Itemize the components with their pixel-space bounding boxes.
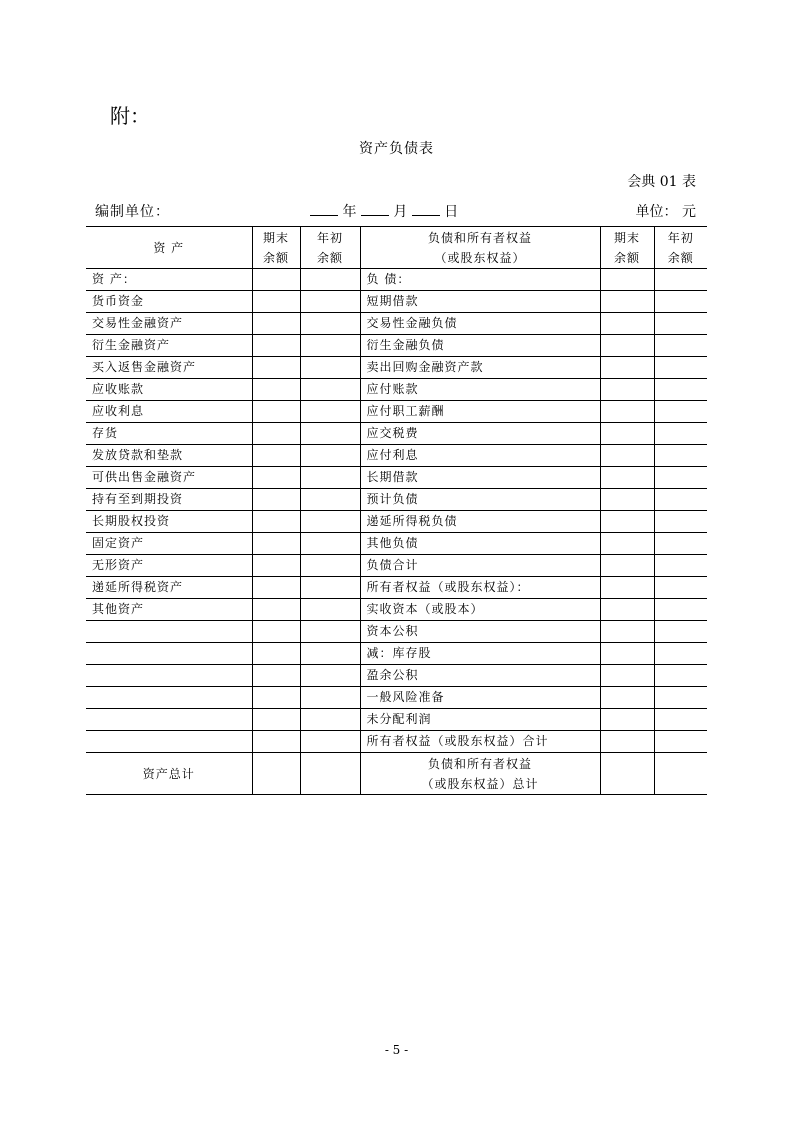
asset-end-balance-cell <box>252 291 300 313</box>
date-line <box>310 201 458 221</box>
liability-end-balance-cell <box>600 335 654 357</box>
asset-begin-balance-cell <box>300 665 360 687</box>
asset-item: 资 产： <box>86 269 252 291</box>
liability-item: 盈余公积 <box>360 665 600 687</box>
asset-begin-balance-cell <box>300 533 360 555</box>
asset-begin-balance-cell <box>300 599 360 621</box>
asset-end-balance-cell <box>252 709 300 731</box>
asset-end-balance-cell <box>252 643 300 665</box>
header-end-balance-right: 期末 余额 <box>600 227 654 269</box>
liability-end-balance-cell <box>600 643 654 665</box>
asset-item: 衍生金融资产 <box>86 335 252 357</box>
table-row <box>86 379 707 401</box>
month-label: 月 <box>393 204 408 220</box>
liability-item: 负债合计 <box>360 555 600 577</box>
liability-item: 短期借款 <box>360 291 600 313</box>
asset-end-balance-cell <box>252 665 300 687</box>
table-row <box>86 467 707 489</box>
liability-begin-balance-cell <box>654 511 707 533</box>
asset-end-balance-cell <box>252 379 300 401</box>
liability-item: 负 债： <box>360 269 600 291</box>
asset-end-balance-cell <box>252 401 300 423</box>
total-liabilities-end-cell <box>600 753 654 795</box>
asset-begin-balance-cell <box>300 489 360 511</box>
asset-end-balance-cell <box>252 357 300 379</box>
balance-sheet-table <box>86 226 707 795</box>
page-number: - 5 - <box>384 1043 409 1057</box>
asset-begin-balance-cell <box>300 313 360 335</box>
asset-begin-balance-cell <box>300 687 360 709</box>
asset-item: 发放贷款和垫款 <box>86 445 252 467</box>
liability-item: 所有者权益（或股东权益）： <box>360 577 600 599</box>
liability-end-balance-cell <box>600 731 654 753</box>
table-row <box>86 643 707 665</box>
table-row <box>86 599 707 621</box>
total-liabilities-label: 负债和所有者权益 （或股东权益）总计 <box>360 753 600 795</box>
asset-end-balance-cell <box>252 599 300 621</box>
liability-end-balance-cell <box>600 357 654 379</box>
asset-end-balance-cell <box>252 577 300 599</box>
asset-end-balance-cell <box>252 621 300 643</box>
unit-label: 单位： 元 <box>635 204 696 220</box>
liability-item: 应付职工薪酬 <box>360 401 600 423</box>
liability-end-balance-cell <box>600 401 654 423</box>
asset-begin-balance-cell <box>300 445 360 467</box>
liability-end-balance-cell <box>600 621 654 643</box>
liability-item: 卖出回购金融资产款 <box>360 357 600 379</box>
liability-begin-balance-cell <box>654 467 707 489</box>
table-row <box>86 313 707 335</box>
asset-end-balance-cell <box>252 467 300 489</box>
asset-item: 存货 <box>86 423 252 445</box>
day-blank <box>412 201 440 216</box>
asset-item: 货币资金 <box>86 291 252 313</box>
asset-item: 长期股权投资 <box>86 511 252 533</box>
asset-end-balance-cell <box>252 335 300 357</box>
liability-begin-balance-cell <box>654 291 707 313</box>
day-label: 日 <box>444 204 459 220</box>
liability-item: 衍生金融负债 <box>360 335 600 357</box>
liability-item: 所有者权益（或股东权益）合计 <box>360 731 600 753</box>
liability-begin-balance-cell <box>654 357 707 379</box>
liability-item: 递延所得税负债 <box>360 511 600 533</box>
asset-begin-balance-cell <box>300 401 360 423</box>
asset-item <box>86 731 252 753</box>
liability-item: 应交税费 <box>360 423 600 445</box>
asset-end-balance-cell <box>252 423 300 445</box>
table-row <box>86 533 707 555</box>
asset-begin-balance-cell <box>300 423 360 445</box>
asset-begin-balance-cell <box>300 467 360 489</box>
liability-end-balance-cell <box>600 379 654 401</box>
header-begin-balance-right: 年初 余额 <box>654 227 707 269</box>
asset-item: 交易性金融资产 <box>86 313 252 335</box>
asset-begin-balance-cell <box>300 357 360 379</box>
liability-begin-balance-cell <box>654 555 707 577</box>
liability-end-balance-cell <box>600 313 654 335</box>
liability-end-balance-cell <box>600 709 654 731</box>
liability-begin-balance-cell <box>654 335 707 357</box>
total-liabilities-begin-cell <box>654 753 707 795</box>
asset-begin-balance-cell <box>300 709 360 731</box>
liability-begin-balance-cell <box>654 709 707 731</box>
table-row <box>86 291 707 313</box>
liability-begin-balance-cell <box>654 687 707 709</box>
liability-begin-balance-cell <box>654 599 707 621</box>
liability-end-balance-cell <box>600 533 654 555</box>
asset-end-balance-cell <box>252 511 300 533</box>
liability-begin-balance-cell <box>654 621 707 643</box>
asset-begin-balance-cell <box>300 577 360 599</box>
asset-end-balance-cell <box>252 533 300 555</box>
asset-item: 应收利息 <box>86 401 252 423</box>
liability-begin-balance-cell <box>654 665 707 687</box>
table-row <box>86 269 707 291</box>
table-row <box>86 401 707 423</box>
liability-begin-balance-cell <box>654 731 707 753</box>
header-begin-balance-left: 年初 余额 <box>300 227 360 269</box>
asset-item <box>86 621 252 643</box>
month-blank <box>361 201 389 216</box>
asset-begin-balance-cell <box>300 621 360 643</box>
year-label: 年 <box>342 204 357 220</box>
asset-begin-balance-cell <box>300 269 360 291</box>
year-blank <box>310 201 338 216</box>
liability-begin-balance-cell <box>654 489 707 511</box>
liability-end-balance-cell <box>600 577 654 599</box>
table-row <box>86 511 707 533</box>
liability-begin-balance-cell <box>654 533 707 555</box>
table-row <box>86 577 707 599</box>
asset-item: 持有至到期投资 <box>86 489 252 511</box>
asset-item: 无形资产 <box>86 555 252 577</box>
total-row <box>86 753 707 795</box>
asset-item <box>86 709 252 731</box>
table-row <box>86 621 707 643</box>
compiler-label: 编制单位： <box>95 204 170 220</box>
liability-item: 应付利息 <box>360 445 600 467</box>
page-title: 资产负债表 <box>359 141 434 157</box>
asset-item <box>86 643 252 665</box>
liability-end-balance-cell <box>600 489 654 511</box>
table-row <box>86 555 707 577</box>
header-liabilities: 负债和所有者权益 （或股东权益） <box>360 227 600 269</box>
liability-end-balance-cell <box>600 665 654 687</box>
header-assets: 资 产 <box>86 227 252 269</box>
liability-end-balance-cell <box>600 423 654 445</box>
asset-item: 固定资产 <box>86 533 252 555</box>
liability-end-balance-cell <box>600 445 654 467</box>
liability-begin-balance-cell <box>654 423 707 445</box>
liability-item: 一般风险准备 <box>360 687 600 709</box>
total-assets-begin-cell <box>300 753 360 795</box>
table-row <box>86 709 707 731</box>
asset-item: 应收账款 <box>86 379 252 401</box>
asset-end-balance-cell <box>252 313 300 335</box>
liability-begin-balance-cell <box>654 313 707 335</box>
asset-begin-balance-cell <box>300 643 360 665</box>
asset-begin-balance-cell <box>300 555 360 577</box>
asset-begin-balance-cell <box>300 291 360 313</box>
asset-item: 递延所得税资产 <box>86 577 252 599</box>
table-row <box>86 731 707 753</box>
table-row <box>86 357 707 379</box>
liability-end-balance-cell <box>600 269 654 291</box>
liability-item: 其他负债 <box>360 533 600 555</box>
total-assets-label: 资产总计 <box>86 753 252 795</box>
liability-end-balance-cell <box>600 291 654 313</box>
asset-end-balance-cell <box>252 445 300 467</box>
asset-end-balance-cell <box>252 687 300 709</box>
table-row <box>86 687 707 709</box>
asset-item: 可供出售金融资产 <box>86 467 252 489</box>
liability-end-balance-cell <box>600 599 654 621</box>
table-row <box>86 335 707 357</box>
table-row <box>86 445 707 467</box>
liability-end-balance-cell <box>600 555 654 577</box>
table-row <box>86 665 707 687</box>
table-row <box>86 489 707 511</box>
asset-begin-balance-cell <box>300 511 360 533</box>
liability-item: 实收资本（或股本） <box>360 599 600 621</box>
liability-item: 交易性金融负债 <box>360 313 600 335</box>
liability-begin-balance-cell <box>654 401 707 423</box>
liability-item: 减：库存股 <box>360 643 600 665</box>
liability-item: 预计负债 <box>360 489 600 511</box>
asset-end-balance-cell <box>252 489 300 511</box>
appendix-label: 附： <box>110 104 150 128</box>
liability-begin-balance-cell <box>654 445 707 467</box>
liability-begin-balance-cell <box>654 643 707 665</box>
table-row <box>86 423 707 445</box>
liability-end-balance-cell <box>600 687 654 709</box>
liability-item: 未分配利润 <box>360 709 600 731</box>
asset-begin-balance-cell <box>300 731 360 753</box>
liability-item: 应付账款 <box>360 379 600 401</box>
header-end-balance-left: 期末 余额 <box>252 227 300 269</box>
asset-begin-balance-cell <box>300 379 360 401</box>
asset-begin-balance-cell <box>300 335 360 357</box>
asset-end-balance-cell <box>252 555 300 577</box>
liability-begin-balance-cell <box>654 379 707 401</box>
liability-begin-balance-cell <box>654 577 707 599</box>
liability-end-balance-cell <box>600 467 654 489</box>
liability-end-balance-cell <box>600 511 654 533</box>
asset-item <box>86 687 252 709</box>
asset-item: 买入返售金融资产 <box>86 357 252 379</box>
table-header-row <box>86 227 707 269</box>
liability-begin-balance-cell <box>654 269 707 291</box>
asset-item: 其他资产 <box>86 599 252 621</box>
asset-end-balance-cell <box>252 269 300 291</box>
form-code: 会典 01 表 <box>627 174 696 190</box>
total-assets-end-cell <box>252 753 300 795</box>
asset-item <box>86 665 252 687</box>
asset-end-balance-cell <box>252 731 300 753</box>
liability-item: 资本公积 <box>360 621 600 643</box>
liability-item: 长期借款 <box>360 467 600 489</box>
